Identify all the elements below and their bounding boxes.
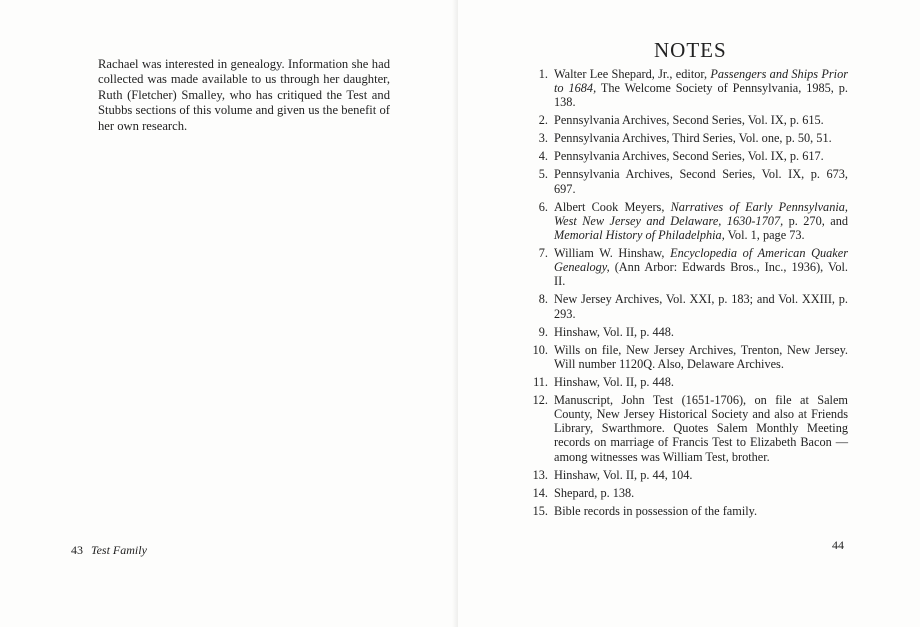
note-number: 4. <box>538 149 548 164</box>
note-text: New Jersey Archives, Vol. XXI, p. 183; and Vol. XXIII, p. 293. <box>554 292 848 321</box>
note-text: Shepard, p. 138. <box>554 485 635 500</box>
note-number: 2. <box>538 113 548 128</box>
note-item <box>524 393 848 464</box>
note-item <box>524 468 848 482</box>
genealogy-paragraph: Rachael was interested in genealogy. Information she had collected was made available to us through her daughter, Ruth (Fletcher) Smalley, who has critiqued the Test and Stubbs sections of this volume and given us the benefit of her own research. <box>98 56 390 133</box>
note-text: Walter Lee Shepard, Jr., editor, <box>554 67 711 81</box>
note-number: 6. <box>538 199 548 214</box>
note-item <box>524 246 848 289</box>
note-title-italic: Memorial History of Philadelphia, <box>554 228 725 243</box>
note-item <box>524 504 848 518</box>
note-text: Hinshaw, Vol. II, p. 44, 104. <box>554 467 693 482</box>
note-text: Wills on file, New Jersey Archives, Trenton, New Jersey. Will number 1120Q. Also, Delaware Archives. <box>554 342 848 371</box>
note-item <box>524 131 848 145</box>
note-text: Hinshaw, Vol. II, p. 448. <box>554 324 675 339</box>
note-title-italic: Passengers and Ships Prior to 1684, <box>554 67 848 96</box>
note-item <box>524 149 848 163</box>
note-title-italic: Narratives of Early Pennsylvania, West New Jersey and Delaware, 1630-1707, <box>554 199 848 228</box>
note-number: 12. <box>532 392 548 407</box>
note-item <box>524 292 848 320</box>
note-number: 15. <box>532 503 548 518</box>
note-text: William W. Hinshaw, <box>554 246 671 261</box>
note-text: (Ann Arbor: Edwards Bros., Inc., 1936), Vol. II. <box>554 260 848 289</box>
notes-title: NOTES <box>654 38 727 62</box>
note-number: 13. <box>532 467 548 482</box>
note-text: Pennsylvania Archives, Second Series, Vol. IX, p. 617. <box>554 149 824 164</box>
note-text: Hinshaw, Vol. II, p. 448. <box>554 374 675 389</box>
note-item <box>524 343 848 371</box>
note-text: The Welcome Society of Pennsylvania, 1985, p. 138. <box>554 81 849 110</box>
note-item <box>524 325 848 339</box>
note-item <box>524 375 848 389</box>
note-number: 3. <box>538 131 548 146</box>
note-item <box>524 486 848 500</box>
left-page-footer <box>71 543 147 558</box>
note-item <box>524 67 848 110</box>
note-number: 14. <box>532 485 548 500</box>
running-head: Test Family <box>91 543 147 557</box>
note-text: Pennsylvania Archives, Third Series, Vol. one, p. 50, 51. <box>554 131 832 146</box>
note-item <box>524 200 848 243</box>
note-number: 11. <box>533 374 548 389</box>
note-number: 8. <box>538 292 548 307</box>
note-number: 10. <box>532 342 548 357</box>
note-text: Pennsylvania Archives, Second Series, Vol. IX, p. 615. <box>554 113 824 128</box>
left-page-number: 43 <box>71 543 83 557</box>
right-page-number: 44 <box>832 538 844 552</box>
note-number: 7. <box>538 246 548 261</box>
note-text: Vol. 1, page 73. <box>724 228 805 243</box>
notes-list <box>524 67 848 522</box>
note-text: Manuscript, John Test (1651-1706), on file at Salem County, New Jersey Historical Society and also at Friends Library, Swarthmore. Quotes Salem Monthly Meeting records on marriage of Francis Test to Elizabeth Bacon — among witnesses was William Test, brother. <box>554 392 848 464</box>
note-number: 1. <box>538 67 548 81</box>
note-text: Bible records in possession of the family. <box>554 503 758 518</box>
note-item <box>524 167 848 195</box>
note-text: Albert Cook Meyers, <box>554 199 671 214</box>
left-page <box>0 0 458 627</box>
note-number: 5. <box>538 167 548 182</box>
note-text: p. 270, and <box>783 213 848 228</box>
note-text: Pennsylvania Archives, Second Series, Vol. IX, p. 673, 697. <box>554 167 848 196</box>
note-item <box>524 113 848 127</box>
note-number: 9. <box>538 324 548 339</box>
note-title-italic: Encyclopedia of American Quaker Genealogy, <box>554 246 848 275</box>
